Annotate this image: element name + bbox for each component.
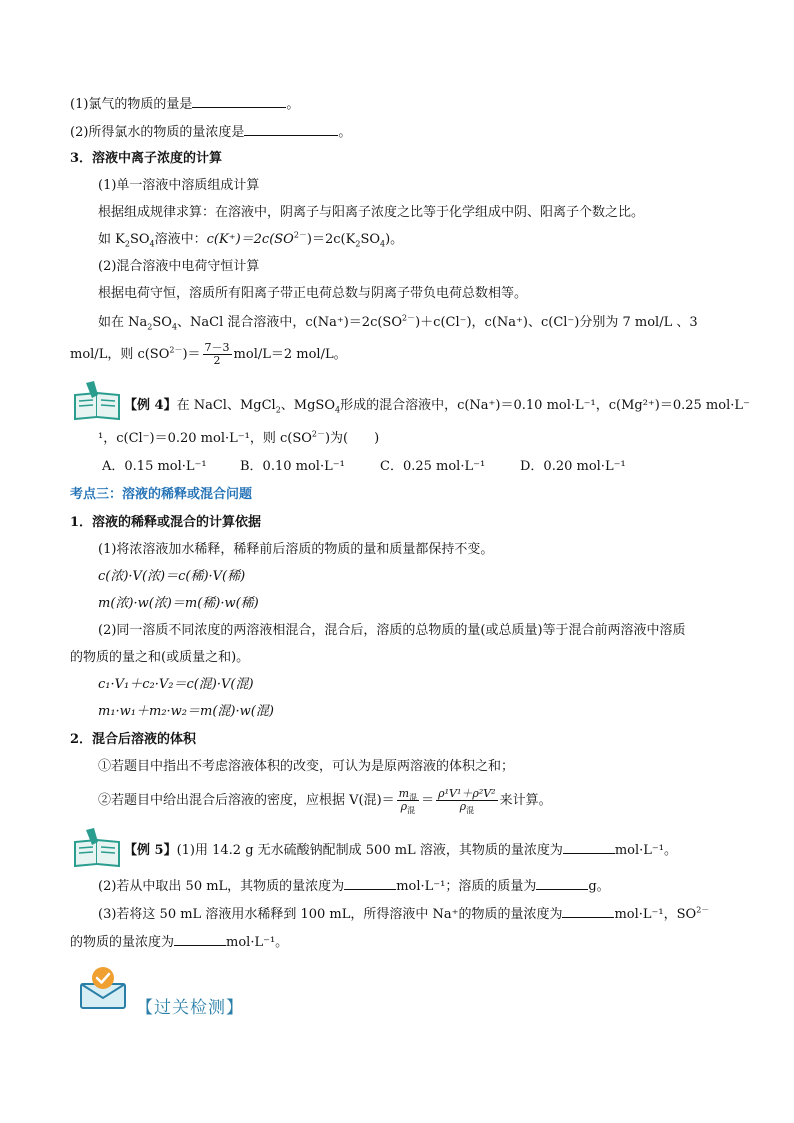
paragraph: ①若题目中指出不考虑溶液体积的改变，可认为是原两溶液的体积之和； <box>98 759 515 774</box>
formula: c(浓)·V(浓)＝c(稀)·V(稀) <box>98 569 246 584</box>
answer-blank[interactable] <box>244 122 338 136</box>
paragraph: 的物质的量之和(或质量之和)。 <box>70 650 250 665</box>
book-pencil-icon <box>72 828 124 868</box>
key-point-3-title: 考点三：溶液的稀释或混合问题 <box>70 487 253 502</box>
formula-mixed-volume: ②若题目中给出混合后溶液的密度，应根据 V(混)＝ $\frac{m_混}{\rho_混}$ ＝ $\frac{\text{ρ¹V¹＋ρ²V²}}{\rho_混}$ 来计算。 <box>98 787 552 816</box>
fraction: $\frac{m_混}{\rho_混}$ <box>398 787 418 816</box>
formula: c₁·V₁＋c₂·V₂＝c(混)·V(混) <box>98 677 254 692</box>
paragraph: (2)同一溶质不同浓度的两溶液相混合，混合后，溶质的总物质的量(或总质量)等于混合前两溶液中溶质 <box>98 623 686 638</box>
option-d[interactable]: D．0.20 mol·L⁻¹ <box>520 459 626 474</box>
option-c[interactable]: C．0.25 mol·L⁻¹ <box>380 459 486 474</box>
answer-blank[interactable] <box>563 840 615 854</box>
subsection-2-title: 2．混合后溶液的体积 <box>70 732 197 747</box>
example-4-question-cont: ¹，c(Cl⁻)＝0.20 mol·L⁻¹，则 $c(SO^{2-})$为( ) <box>98 429 380 446</box>
formula: m(浓)·w(浓)＝m(稀)·w(稀) <box>98 596 259 611</box>
example-5-part-2: (2)若从中取出 50 mL，其物质的量浓度为 mol·L⁻¹；溶质的质量为 g。 <box>98 876 610 896</box>
section-3-title: 3．溶液中离子浓度的计算 <box>70 151 223 166</box>
paragraph: (2)混合溶液中电荷守恒计算 <box>98 259 260 274</box>
paragraph: (1)单一溶液中溶质组成计算 <box>98 178 260 193</box>
answer-blank[interactable] <box>174 932 226 946</box>
check-badge-icon <box>78 964 128 1010</box>
option-a[interactable]: A．0.15 mol·L⁻¹ <box>102 459 207 474</box>
fraction: $\frac{7-3}{2}$ <box>204 341 230 367</box>
book-pencil-icon <box>72 381 124 421</box>
example-5-part-1: 【例 5】(1)用 14.2 g 无水硫酸钠配制成 500 mL 溶液，其物质的量浓度为 mol·L⁻¹。 <box>124 840 677 860</box>
fraction: $\frac{\text{ρ¹V¹＋ρ²V²}}{\rho_混}$ <box>438 787 496 816</box>
paragraph: (1)将浓溶液加水稀释，稀释前后溶质的物质的量和质量都保持不变。 <box>98 542 494 557</box>
formula-so4: mol/L，则 $c(SO^{2-})=$ $\frac{7-3}{2}$ mol/L＝2 mol/L。 <box>70 341 347 367</box>
paragraph: 根据电荷守恒，溶质所有阳离子带正电荷总数与阴离子带负电荷总数相等。 <box>98 286 528 301</box>
option-b[interactable]: B．0.10 mol·L⁻¹ <box>240 459 345 474</box>
paragraph: 如在 $Na_2SO_4$、NaCl 混合溶液中，$c(Na^+)=2c(SO^{2-})+c(Cl^-)$，c(Na⁺)、c(Cl⁻)分别为 7 mol/L 、3 <box>98 313 698 332</box>
subsection-1-title: 1．溶液的稀释或混合的计算依据 <box>70 515 262 530</box>
example-5-part-3-cont: 的物质的量浓度为 mol·L⁻¹。 <box>70 932 288 952</box>
answer-blank[interactable] <box>536 876 588 890</box>
formula-k2so4: 如 $K_2SO_4$溶液中：$c(K^+)=2c(SO^{2-})=2c(K_2SO_4)$。 <box>98 230 404 249</box>
example-4-question: 【例 4】在 NaCl、MgCl$_2$、MgSO$_4$形成的混合溶液中，c(Na⁺)＝0.10 mol·L⁻¹，c(Mg²⁺)＝0.25 mol·L⁻ <box>124 398 750 415</box>
answer-blank[interactable] <box>192 94 286 108</box>
paragraph: 根据组成规律求算：在溶液中，阴离子与阳离子浓度之比等于化学组成中阴、阳离子个数之比。 <box>98 205 645 220</box>
example-5-part-3: (3)若将这 50 mL 溶液用水稀释到 100 mL，所得溶液中 Na⁺的物质的量浓度为 mol·L⁻¹，$SO^{2-}$ <box>98 905 710 922</box>
question-1: (1)氯气的物质的量是 。 <box>70 94 299 114</box>
formula: m₁·w₁＋m₂·w₂＝m(混)·w(混) <box>98 704 274 719</box>
check-section-title: 【过关检测】 <box>136 998 244 1018</box>
answer-blank[interactable] <box>562 904 614 918</box>
question-2: (2)所得氯水的物质的量浓度是 。 <box>70 122 351 142</box>
answer-blank[interactable] <box>344 876 396 890</box>
